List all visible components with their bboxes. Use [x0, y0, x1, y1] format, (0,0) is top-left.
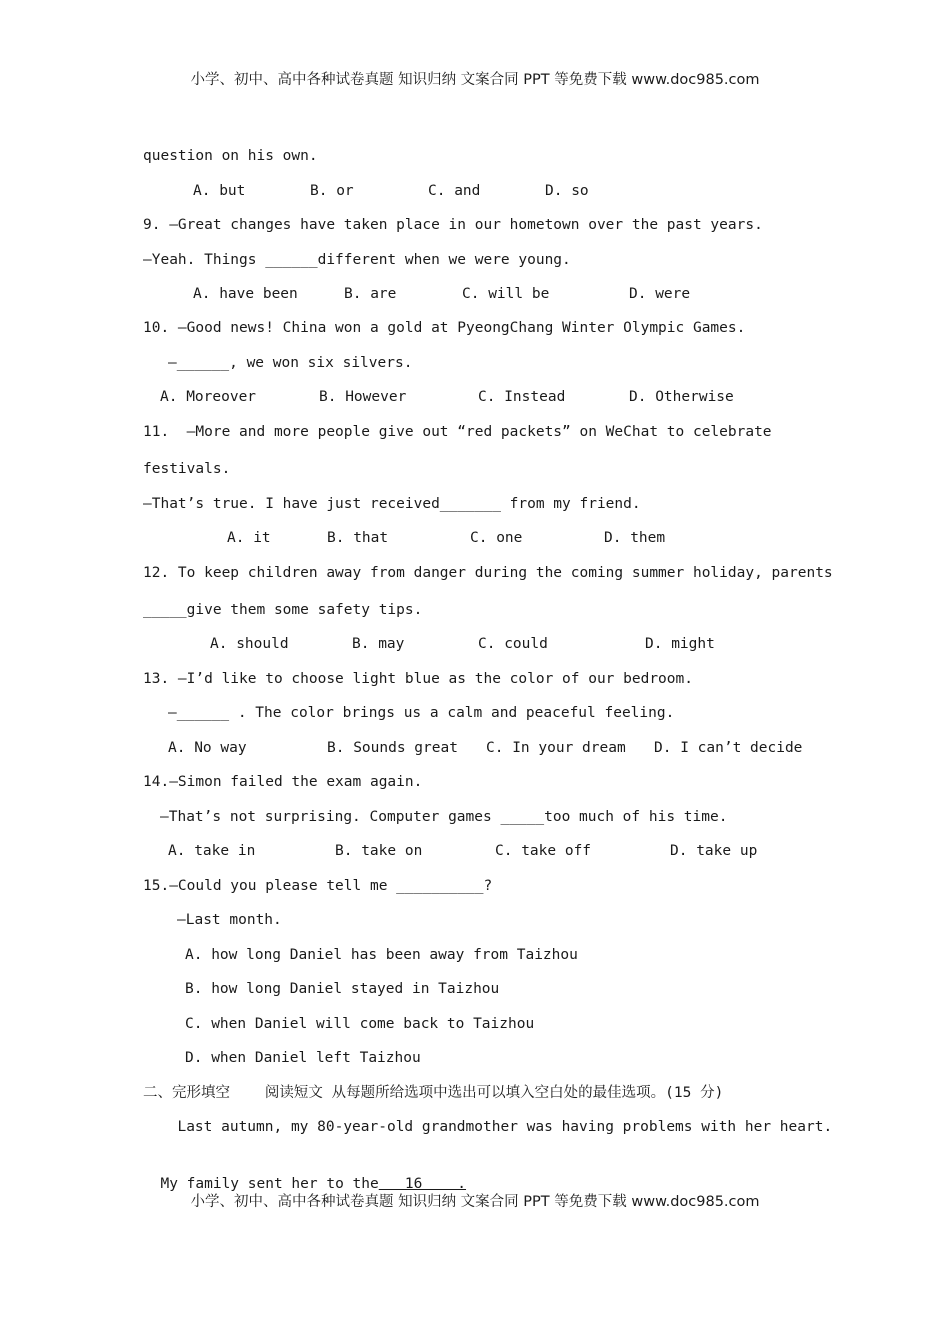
section2-title: 二、完形填空 阅读短文 从每题所给选项中选出可以填入空白处的最佳选项。(15 分)	[143, 1085, 724, 1101]
q11-option-b: B. that	[327, 530, 389, 546]
page-footer: 小学、初中、高中各种试卷真题 知识归纳 文案合同 PPT 等免费下载 www.doc985.com	[190, 1194, 760, 1210]
q12-option-d: D. might	[645, 636, 715, 652]
q15-response: —Last month.	[177, 912, 282, 928]
q9-option-b: B. are	[344, 286, 397, 302]
q10-response: —______, we won six silvers.	[168, 355, 413, 371]
section2-paragraph-line1: Last autumn, my 80-year-old grandmother was having problems with her heart.	[160, 1119, 833, 1135]
q9-response: —Yeah. Things ______different when we were young.	[143, 252, 571, 268]
q11-question-cont: festivals.	[143, 461, 231, 477]
q12-option-a: A. should	[210, 636, 289, 652]
section2-paragraph-text: My family sent her to the	[160, 1176, 379, 1192]
q15-option-b: B. how long Daniel stayed in Taizhou	[185, 981, 500, 997]
q13-option-a: A. No way	[168, 740, 247, 756]
q13-option-c: C. In your dream	[486, 740, 626, 756]
q11-question: 11. —More and more people give out “red packets” on WeChat to celebrate	[143, 424, 772, 440]
q14-question: 14.—Simon failed the exam again.	[143, 774, 423, 790]
q12-option-c: C. could	[478, 636, 548, 652]
q10-option-d: D. Otherwise	[629, 389, 734, 405]
q9-option-d: D. were	[629, 286, 691, 302]
q8-option-a: A. but	[193, 183, 246, 199]
q14-option-b: B. take on	[335, 843, 423, 859]
q10-option-c: C. Instead	[478, 389, 566, 405]
q8-option-d: D. so	[545, 183, 589, 199]
q11-option-a: A. it	[227, 530, 271, 546]
q11-option-d: D. them	[604, 530, 666, 546]
q15-option-a: A. how long Daniel has been away from Taizhou	[185, 947, 578, 963]
blank-16: 16 .	[378, 1176, 467, 1192]
section2-paragraph-line2	[143, 1154, 466, 1194]
q15-question: 15.—Could you please tell me __________?	[143, 878, 493, 894]
q12-question-cont: _____give them some safety tips.	[143, 602, 423, 618]
q12-option-b: B. may	[352, 636, 405, 652]
q13-option-b: B. Sounds great	[327, 740, 458, 756]
q14-response: —That’s not surprising. Computer games _____too much of his time.	[160, 809, 728, 825]
q13-response: —______ . The color brings us a calm and peaceful feeling.	[168, 705, 675, 721]
q14-option-a: A. take in	[168, 843, 256, 859]
q8-option-c: C. and	[428, 183, 481, 199]
q10-question: 10. —Good news! China won a gold at PyeongChang Winter Olympic Games.	[143, 320, 746, 336]
q11-response: —That’s true. I have just received_______ from my friend.	[143, 496, 641, 512]
q10-option-b: B. However	[319, 389, 407, 405]
page-header: 小学、初中、高中各种试卷真题 知识归纳 文案合同 PPT 等免费下载 www.doc985.com	[190, 72, 760, 88]
q8-text: question on his own.	[143, 148, 318, 164]
q13-option-d: D. I can’t decide	[654, 740, 803, 756]
q12-question: 12. To keep children away from danger during the coming summer holiday, parents	[143, 565, 833, 581]
q11-option-c: C. one	[470, 530, 523, 546]
q9-option-c: C. will be	[462, 286, 550, 302]
q9-option-a: A. have been	[193, 286, 298, 302]
q9-question: 9. —Great changes have taken place in our hometown over the past years.	[143, 217, 763, 233]
q13-question: 13. —I’d like to choose light blue as the color of our bedroom.	[143, 671, 693, 687]
q10-option-a: A. Moreover	[160, 389, 257, 405]
q8-option-b: B. or	[310, 183, 354, 199]
q14-option-d: D. take up	[670, 843, 758, 859]
q14-option-c: C. take off	[495, 843, 592, 859]
q15-option-d: D. when Daniel left Taizhou	[185, 1050, 421, 1066]
q15-option-c: C. when Daniel will come back to Taizhou	[185, 1016, 535, 1032]
